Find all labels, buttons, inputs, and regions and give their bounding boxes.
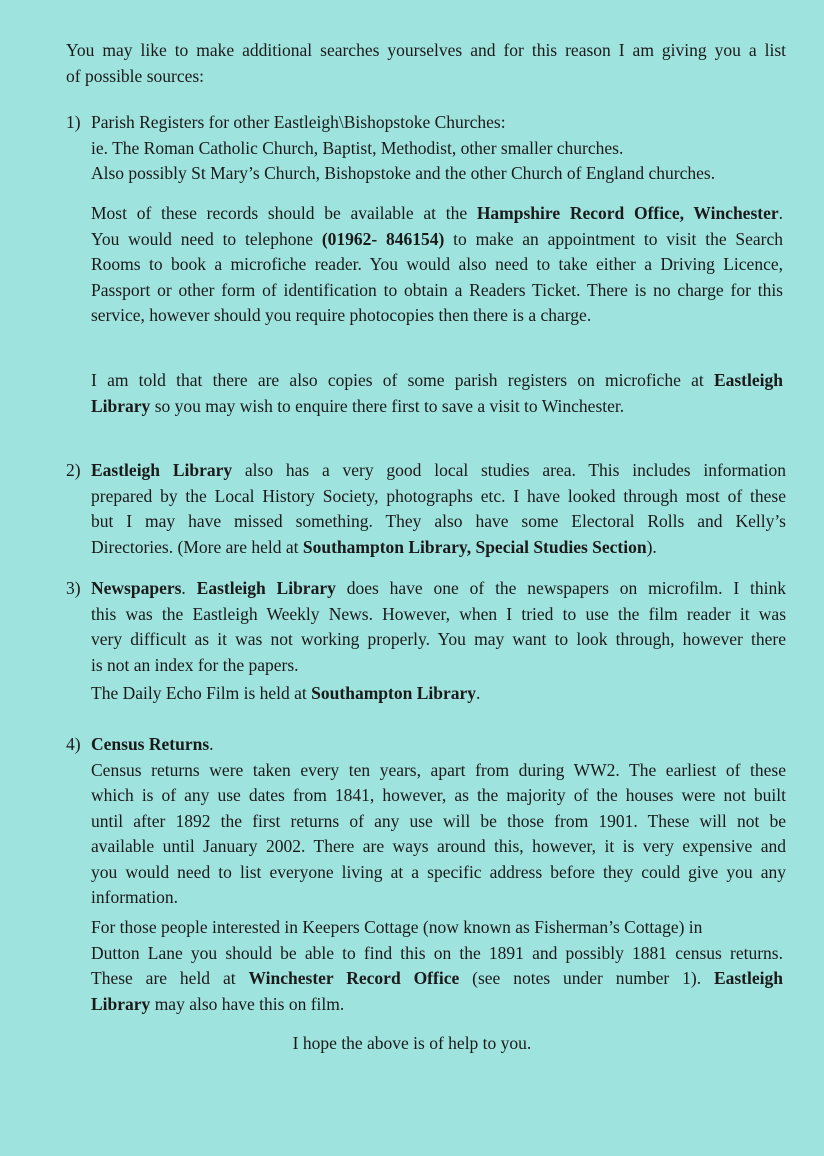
text-line: Eastleigh Library also has a very good local studies area. This includes information bbox=[91, 460, 786, 480]
list-number: 2) bbox=[66, 460, 81, 480]
section-title: Census Returns. bbox=[91, 734, 214, 754]
text-line: which is of any use dates from 1841, however, as the majority of the houses were not built bbox=[91, 785, 786, 805]
list-number: 4) bbox=[66, 734, 81, 754]
text-line: Census returns were taken every ten years, apart from during WW2. The earliest of these bbox=[91, 759, 786, 780]
text-line: information. bbox=[91, 887, 178, 907]
text-line: The Daily Echo Film is held at Southampton Library. bbox=[91, 683, 481, 703]
list-item-body bbox=[91, 110, 811, 187]
item1-paragraph-2 bbox=[91, 201, 783, 329]
text-line: Library may also have this on film. bbox=[91, 993, 345, 1014]
text-line: ie. The Roman Catholic Church, Baptist, Methodist, other smaller churches. bbox=[91, 137, 624, 158]
text-line: For those people interested in Keepers Cottage (now known as Fisherman’s Cottage) in bbox=[91, 917, 703, 937]
text-line: but I may have missed something. They also have some Electoral Rolls and Kelly’s bbox=[91, 511, 786, 531]
text-line: Most of these records should be available at the Hampshire Record Office, Winchester. bbox=[91, 203, 783, 223]
text-line: you would need to list everyone living at a specific address before they could give you any bbox=[91, 861, 786, 882]
item4-paragraph-2 bbox=[91, 915, 783, 1017]
text-line: Library so you may wish to enquire there first to save a visit to Winchester. bbox=[91, 395, 625, 416]
text-line: is not an index for the papers. bbox=[91, 654, 299, 675]
text-line: Directories. (More are held at Southampton Library, Special Studies Section). bbox=[91, 536, 657, 557]
list-number: 3) bbox=[66, 578, 81, 598]
text-line: Newspapers. Eastleigh Library does have one of the newspapers on microfilm. I think bbox=[91, 578, 787, 598]
text-line: Rooms to book a microfiche reader. You would also need to take either a Driving Licence, bbox=[91, 254, 783, 274]
closing-line: I hope the above is of help to you. bbox=[292, 1033, 532, 1053]
list-item-body bbox=[91, 458, 786, 560]
text-line: Dutton Lane you should be able to find this on the 1891 and possibly 1881 census returns. bbox=[91, 942, 783, 963]
text-line: These are held at Winchester Record Office (see notes under number 1). Eastleigh bbox=[91, 968, 783, 988]
list-number: 1) bbox=[66, 112, 81, 132]
text-line: very difficult as it was not working properly. You may want to look through, however there bbox=[91, 629, 786, 649]
text-line: service, however should you require photocopies then there is a charge. bbox=[91, 305, 592, 325]
text-line: until after 1892 the first returns of any use will be those from 1901. These will not be bbox=[91, 810, 786, 831]
text-line: available until January 2002. There are ways around this, however, it is very expensive and bbox=[91, 836, 786, 856]
intro-line-1: You may like to make additional searches yourselves and for this reason I am giving you a list bbox=[66, 40, 786, 60]
text-line: this was the Eastleigh Weekly News. However, when I tried to use the film reader it was bbox=[91, 603, 786, 624]
list-item-body bbox=[91, 576, 786, 678]
intro-paragraph bbox=[66, 38, 786, 89]
text-line: Parish Registers for other Eastleigh\Bishopstoke Churches: bbox=[91, 112, 506, 132]
text-line: prepared by the Local History Society, photographs etc. I have looked through most of these bbox=[91, 485, 786, 506]
text-line: Also possibly St Mary’s Church, Bishopstoke and the other Church of England churches. bbox=[91, 163, 716, 183]
item3-paragraph-2 bbox=[91, 681, 783, 707]
intro-line-2: of possible sources: bbox=[66, 65, 205, 86]
item1-paragraph-3 bbox=[91, 368, 783, 419]
text-line: You would need to telephone (01962- 846154) to make an appointment to visit the Search bbox=[91, 228, 784, 249]
text-line: Passport or other form of identification to obtain a Readers Ticket. There is no charge for this bbox=[91, 279, 783, 300]
list-item-body bbox=[91, 732, 786, 911]
text-line: I am told that there are also copies of some parish registers on microfiche at Eastleigh bbox=[91, 370, 783, 390]
